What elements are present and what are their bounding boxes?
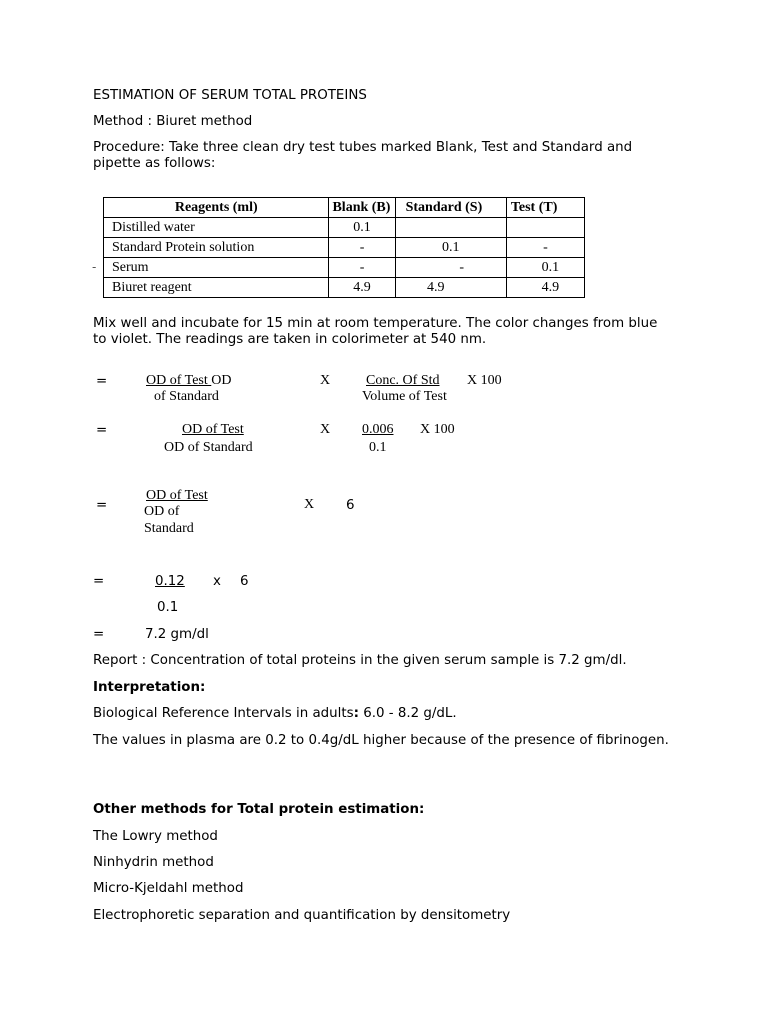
- volume-value: 0.1: [369, 440, 387, 455]
- table-cell: [395, 218, 506, 238]
- table-cell: Standard Protein solution: [104, 238, 329, 258]
- od-test-label: OD of Test: [146, 373, 212, 388]
- margin-mark: -: [92, 260, 97, 274]
- formula-denominator: Standard: [144, 521, 194, 536]
- times-sign: x: [213, 574, 221, 589]
- header-standard: Standard (S): [395, 198, 506, 218]
- method-line: Method : Biuret method: [93, 114, 253, 129]
- formula-denominator: OD of: [144, 504, 180, 519]
- times-100-label: X 100: [467, 373, 502, 388]
- result-value: 7.2 gm/dl: [145, 627, 209, 642]
- list-item: Ninhydrin method: [93, 855, 214, 870]
- reagents-table: [103, 197, 585, 298]
- report-text: Report : Concentration of total proteins in the given serum sample is 7.2 gm/dl.: [93, 653, 627, 668]
- times-sign: X: [304, 497, 315, 512]
- factor-value: 6: [240, 574, 249, 589]
- table-cell: 0.1: [395, 238, 506, 258]
- equals-sign: =: [96, 498, 108, 513]
- times-100-label: X 100: [420, 422, 455, 437]
- equals-sign: =: [96, 423, 108, 438]
- plasma-note: The values in plasma are 0.2 to 0.4g/dL higher because of the presence of fibrinogen.: [93, 733, 669, 748]
- table-cell: 4.9: [329, 278, 395, 298]
- formula-numerator: OD of Test: [182, 422, 244, 437]
- od-standard-value: 0.1: [157, 600, 179, 615]
- table-cell: -: [395, 258, 506, 278]
- equals-sign: =: [93, 574, 105, 589]
- other-methods-heading: Other methods for Total protein estimation:: [93, 802, 425, 817]
- table-row: [104, 238, 585, 258]
- table-row: [104, 218, 585, 238]
- od-tail-label: OD: [211, 373, 232, 388]
- reference-colon: :: [353, 706, 359, 721]
- od-test-value: 0.12: [155, 574, 185, 589]
- header-blank: Blank (B): [329, 198, 395, 218]
- incubation-text: Mix well and incubate for 15 min at room temperature. The color changes from blue to violet. The readings are taken in colorimeter at 540 nm.: [93, 316, 658, 347]
- table-cell: 4.9: [506, 278, 584, 298]
- interpretation-heading: Interpretation:: [93, 680, 206, 695]
- reference-label: Biological Reference Intervals in adults: [93, 706, 354, 721]
- table-cell: -: [329, 238, 395, 258]
- table-cell: Serum: [104, 258, 329, 278]
- formula-numerator: [146, 373, 232, 389]
- procedure-text: Procedure: Take three clean dry test tubes marked Blank, Test and Standard and pipette as follows:: [93, 140, 633, 171]
- table-cell: -: [329, 258, 395, 278]
- table-cell: 0.1: [329, 218, 395, 238]
- list-item: Electrophoretic separation and quantification by densitometry: [93, 908, 511, 923]
- table-cell: -: [506, 238, 584, 258]
- table-cell: 0.1: [506, 258, 584, 278]
- factor-value: 6: [346, 498, 355, 513]
- table-header-row: [104, 198, 585, 218]
- document-title: ESTIMATION OF SERUM TOTAL PROTEINS: [93, 88, 367, 103]
- formula-denominator: OD of Standard: [164, 440, 253, 455]
- reference-value: 6.0 - 8.2 g/dL.: [358, 706, 457, 721]
- table-cell: Biuret reagent: [104, 278, 329, 298]
- equals-sign: =: [93, 627, 105, 642]
- reference-interval: [93, 706, 457, 722]
- header-test: Test (T): [506, 198, 584, 218]
- volume-test-label: Volume of Test: [362, 389, 447, 404]
- list-item: The Lowry method: [93, 829, 218, 844]
- table-cell: 4.9: [395, 278, 506, 298]
- list-item: Micro-Kjeldahl method: [93, 881, 244, 896]
- header-reagents: Reagents (ml): [104, 198, 329, 218]
- table-row: [104, 258, 585, 278]
- times-sign: X: [320, 422, 331, 437]
- conc-std-label: Conc. Of Std: [366, 373, 440, 388]
- table-cell: Distilled water: [104, 218, 329, 238]
- times-sign: X: [320, 373, 331, 388]
- formula-denominator: of Standard: [154, 389, 219, 404]
- formula-numerator: OD of Test: [146, 488, 208, 503]
- table-row: [104, 278, 585, 298]
- conc-value: 0.006: [362, 422, 394, 437]
- table-cell: [506, 218, 584, 238]
- equals-sign: =: [96, 374, 108, 389]
